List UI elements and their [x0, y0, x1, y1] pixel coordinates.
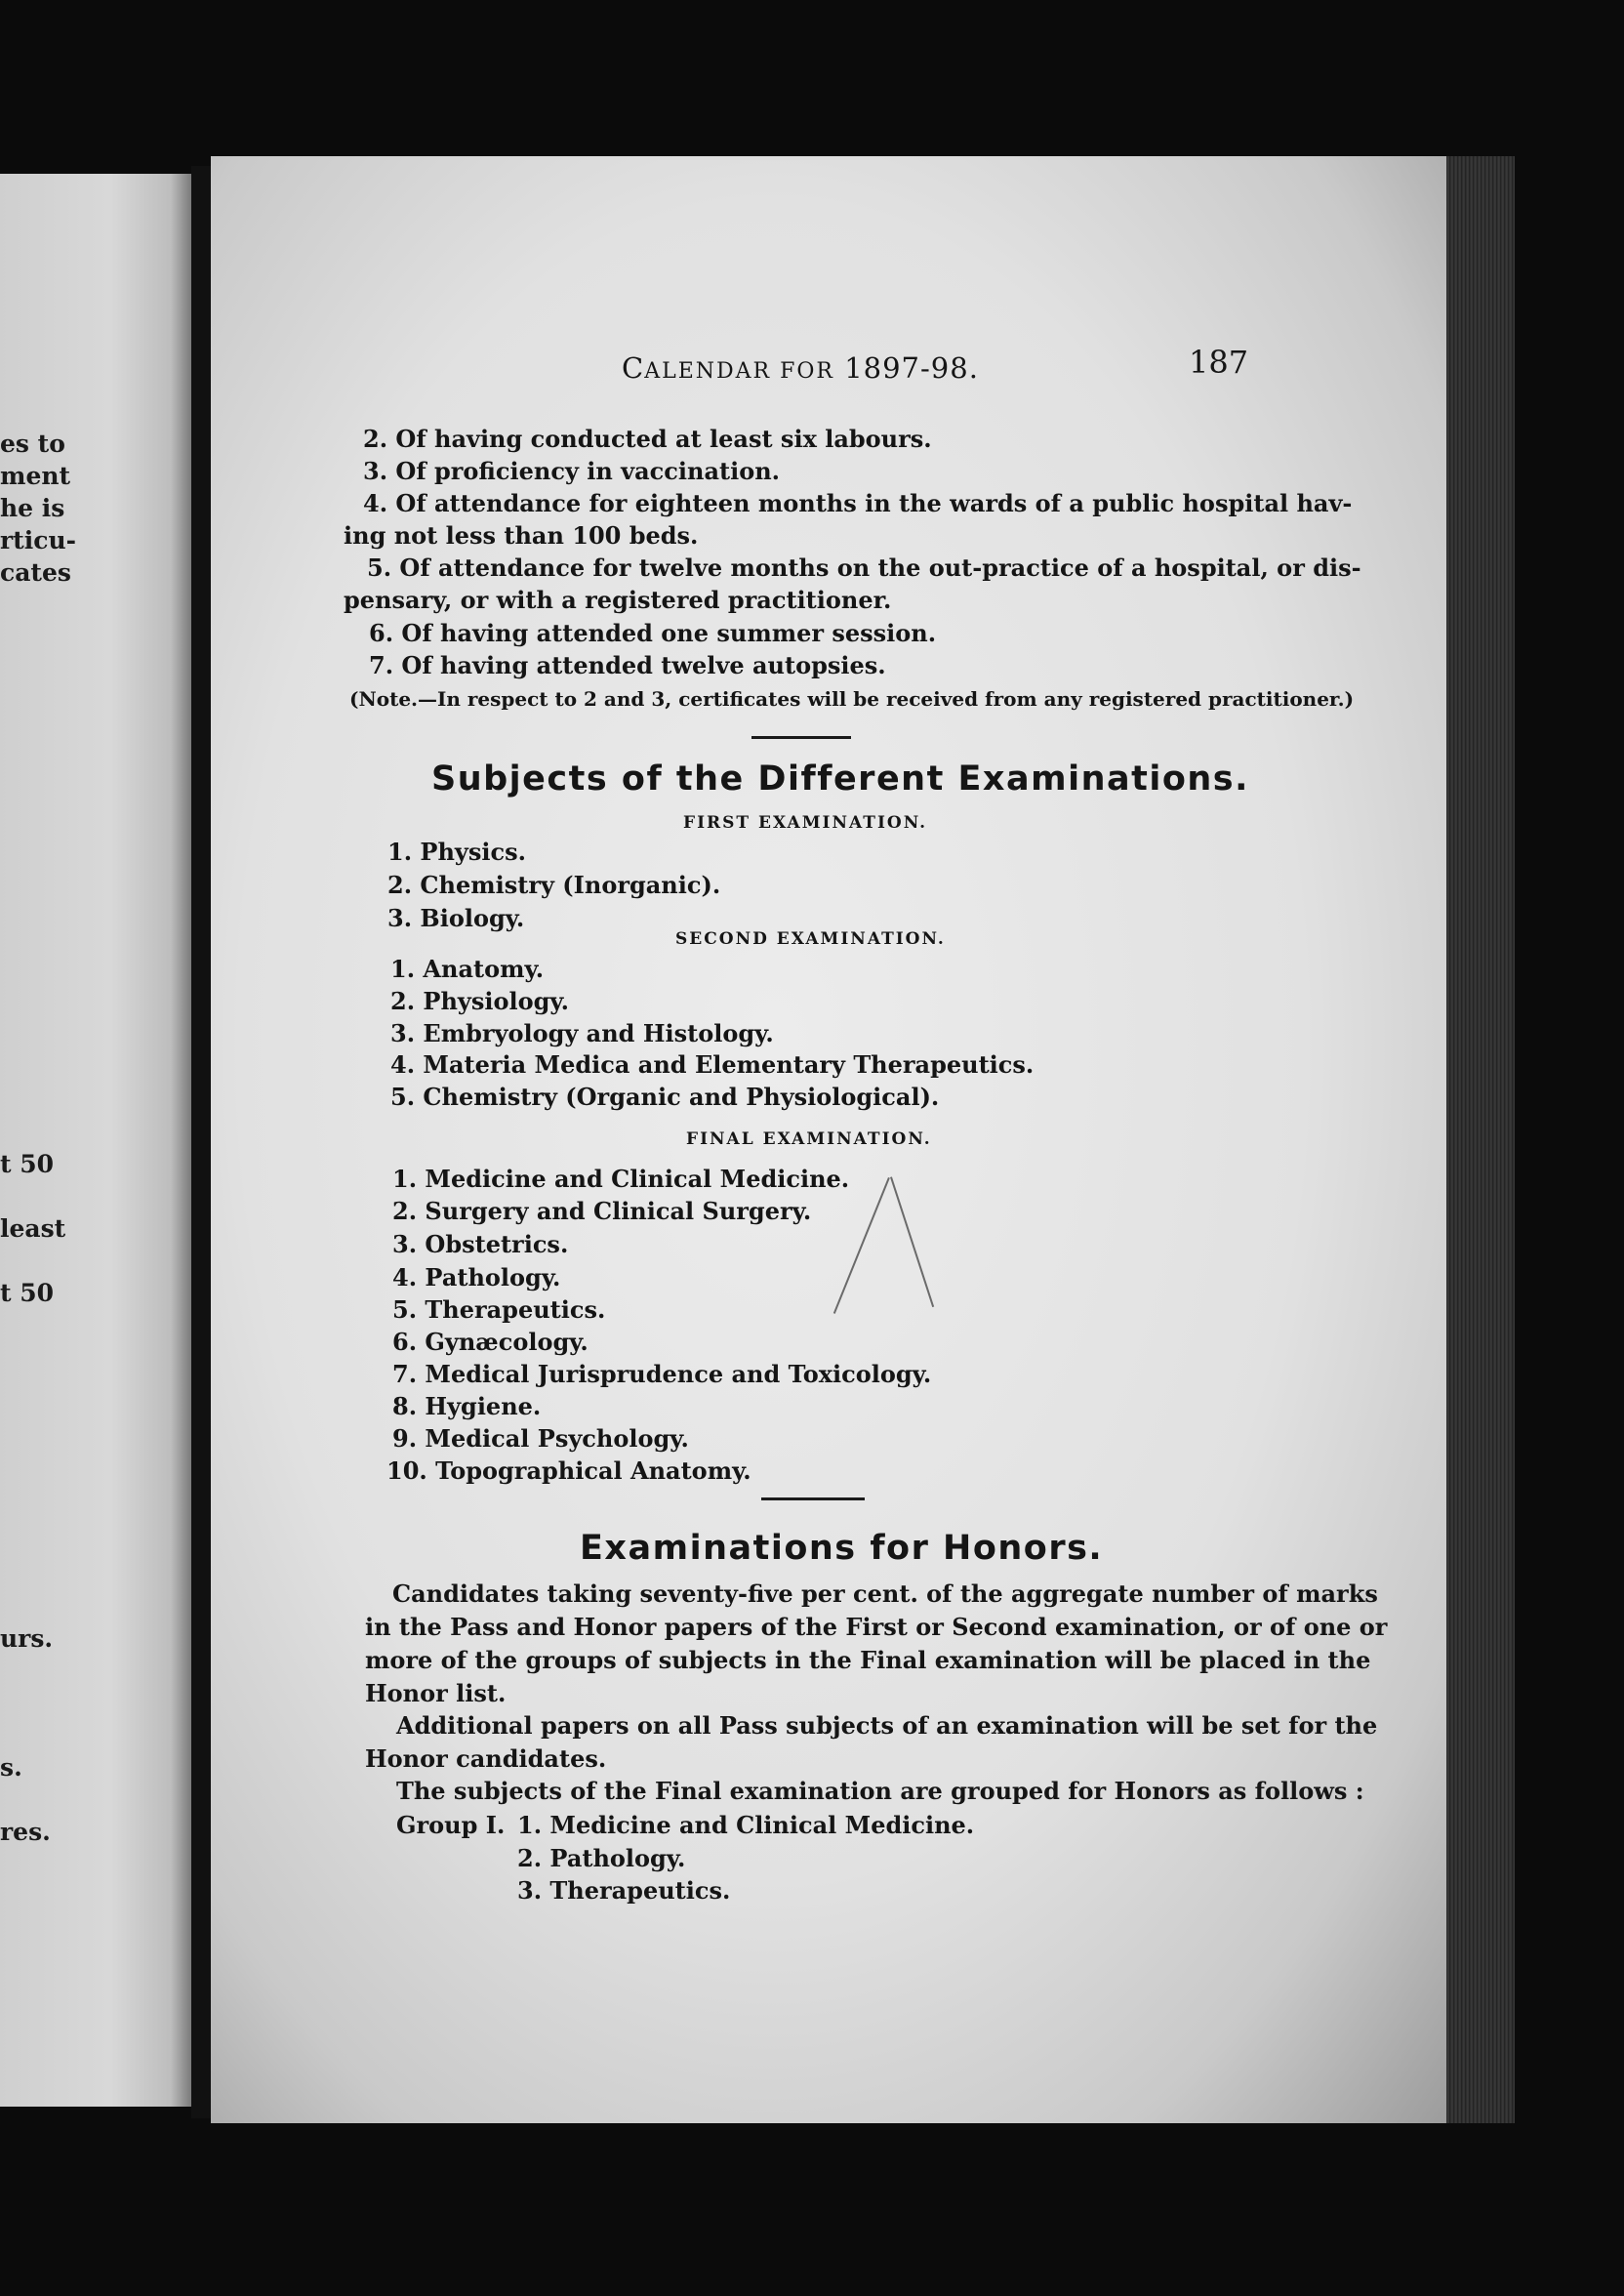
final-exam-item: 7. Medical Jurisprudence and Toxicology.: [392, 1360, 932, 1388]
requirement-line: 7. Of having attended twelve autopsies.: [369, 651, 886, 679]
left-page-fragment: he is: [0, 494, 65, 522]
left-page-fragment: es to: [0, 430, 65, 458]
final-exam-item: 9. Medical Psychology.: [392, 1424, 689, 1453]
left-page-fragment: s.: [0, 1753, 22, 1782]
running-head: [622, 351, 979, 385]
honors-paragraph-line: more of the groups of subjects in the Final examination will be placed in the: [365, 1646, 1371, 1674]
honors-paragraph-line: Honor candidates.: [365, 1744, 607, 1773]
left-page: [0, 174, 201, 2107]
honors-group-item: 2. Pathology.: [517, 1844, 686, 1872]
second-exam-item: 5. Chemistry (Organic and Physiological).: [390, 1083, 940, 1111]
honors-heading: Examinations for Honors.: [580, 1529, 1104, 1568]
honors-group-label: Group I.: [396, 1811, 506, 1839]
section-divider: [751, 736, 851, 739]
left-page-fragment: res.: [0, 1818, 51, 1846]
first-exam-heading: FIRST EXAMINATION.: [683, 813, 928, 833]
honors-paragraph-line: in the Pass and Honor papers of the First or Second examination, or of one or: [365, 1613, 1388, 1641]
second-exam-item: 1. Anatomy.: [390, 955, 545, 983]
honors-group-item: 1. Medicine and Clinical Medicine.: [517, 1811, 975, 1839]
final-exam-item: 5. Therapeutics.: [392, 1295, 606, 1324]
second-exam-heading: SECOND EXAMINATION.: [675, 929, 946, 949]
honors-paragraph-line: Honor list.: [365, 1679, 507, 1707]
requirement-line: 3. Of proficiency in vaccination.: [363, 457, 781, 485]
honors-paragraph-line: Additional papers on all Pass subjects of an examination will be set for the: [396, 1711, 1378, 1740]
final-exam-item: 10. Topographical Anatomy.: [386, 1456, 751, 1485]
section-divider: [761, 1497, 865, 1500]
subjects-heading: Subjects of the Different Examinations.: [431, 759, 1249, 799]
requirement-line: 5. Of attendance for twelve months on the out-practice of a hospital, or dis-: [367, 554, 1361, 582]
requirement-line: 4. Of attendance for eighteen months in the wards of a public hospital hav-: [363, 489, 1353, 517]
final-exam-item: 3. Obstetrics.: [392, 1230, 569, 1258]
running-head-initial: C: [622, 351, 645, 385]
left-page-fragment: urs.: [0, 1624, 54, 1653]
final-exam-item: 1. Medicine and Clinical Medicine.: [392, 1165, 850, 1193]
second-exam-item: 3. Embryology and Histology.: [390, 1019, 774, 1047]
book-gutter: [191, 166, 213, 2118]
left-page-fragment: t 50: [0, 1150, 55, 1178]
left-page-fragment: cates: [0, 558, 71, 587]
running-head-small-caps: ALENDAR FOR: [644, 359, 834, 384]
final-exam-heading: FINAL EXAMINATION.: [686, 1129, 932, 1149]
first-exam-item: 3. Biology.: [387, 904, 525, 932]
left-page-fragment: ment: [0, 462, 71, 490]
first-exam-item: 2. Chemistry (Inorganic).: [387, 871, 721, 899]
requirement-line: ing not less than 100 beds.: [344, 521, 699, 550]
first-exam-item: 1. Physics.: [387, 838, 526, 866]
left-page-fragment: least: [0, 1214, 66, 1243]
final-exam-item: 4. Pathology.: [392, 1263, 561, 1292]
final-exam-item: 2. Surgery and Clinical Surgery.: [392, 1197, 812, 1225]
page-number: 187: [1189, 344, 1249, 381]
left-page-fragment: t 50: [0, 1279, 55, 1307]
honors-group-item: 3. Therapeutics.: [517, 1876, 731, 1905]
running-head-year: 1897-98.: [844, 351, 979, 385]
second-exam-item: 2. Physiology.: [390, 987, 569, 1015]
requirements-note: (Note.—In respect to 2 and 3, certificates will be received from any registered practitioner.): [349, 687, 1355, 711]
honors-paragraph-line: The subjects of the Final examination are grouped for Honors as follows :: [396, 1777, 1364, 1805]
honors-paragraph-line: Candidates taking seventy-five per cent. of the aggregate number of marks: [392, 1579, 1378, 1608]
left-page-fragment: rticu-: [0, 526, 76, 554]
requirement-line: 2. Of having conducted at least six labours.: [363, 425, 932, 453]
requirement-line: pensary, or with a registered practitioner.: [344, 586, 892, 614]
final-exam-item: 8. Hygiene.: [392, 1392, 542, 1420]
second-exam-item: 4. Materia Medica and Elementary Therapeutics.: [390, 1050, 1035, 1079]
final-exam-item: 6. Gynæcology.: [392, 1328, 589, 1356]
page-edge: [1446, 156, 1515, 2123]
requirement-line: 6. Of having attended one summer session.: [369, 619, 937, 647]
